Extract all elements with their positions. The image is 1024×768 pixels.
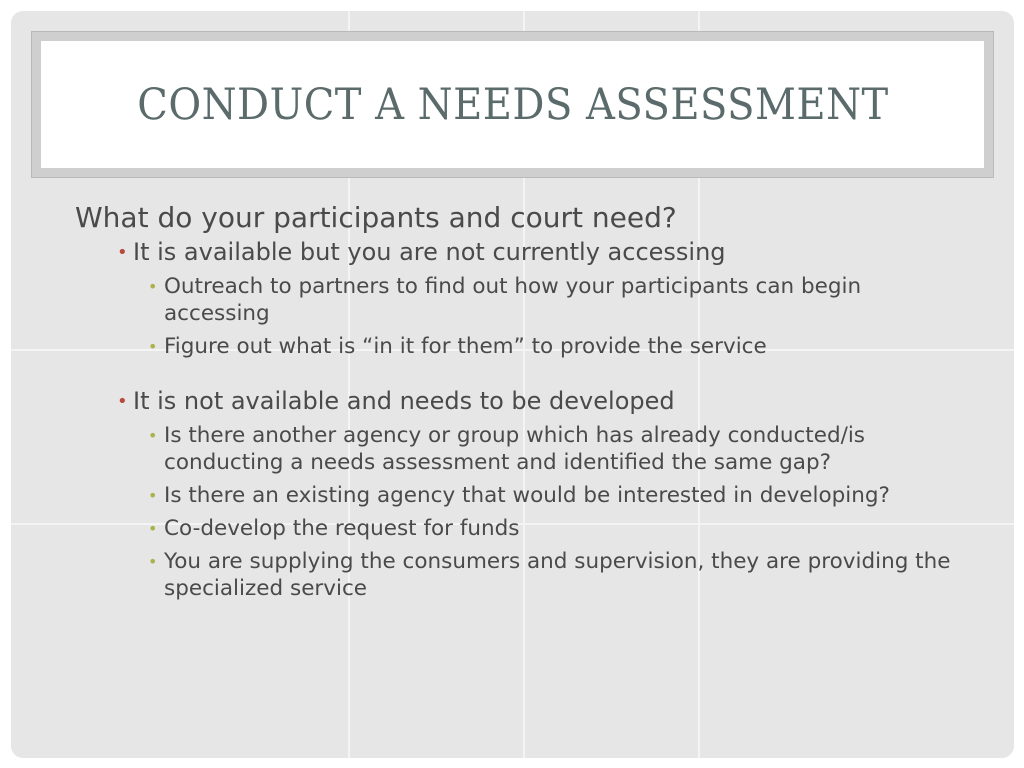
section-not-available	[75, 386, 955, 602]
section-heading: It is not available and needs to be developed	[133, 387, 675, 415]
title-frame	[31, 31, 994, 178]
bullet-dot-icon: •	[148, 426, 158, 445]
bullet-level3	[75, 333, 955, 360]
bullet-level3	[75, 482, 955, 509]
bullet-level3	[75, 548, 955, 602]
bullet-level3	[75, 422, 955, 476]
slide-title: CONDUCT A NEEDS ASSESSMENT	[136, 79, 889, 130]
list-item: Is there another agency or group which has already conducted/is conducting a needs assessment and identified the same gap?	[164, 423, 866, 475]
bullet-dot-icon: •	[117, 242, 128, 263]
main-question: What do your participants and court need?	[75, 201, 677, 234]
bullet-dot-icon: •	[148, 519, 158, 538]
bullet-dot-icon: •	[148, 486, 158, 505]
bullet-dot-icon: •	[148, 552, 158, 571]
bullet-dot-icon: •	[148, 277, 158, 296]
bullet-level3	[75, 273, 955, 327]
slide-body	[75, 201, 955, 602]
list-item: Figure out what is “in it for them” to provide the service	[164, 334, 767, 359]
bullet-dot-icon: •	[148, 337, 158, 356]
bullet-level2	[75, 386, 955, 416]
bullet-level3	[75, 515, 955, 542]
list-item: Is there an existing agency that would be interested in developing?	[164, 483, 890, 508]
slide	[11, 11, 1014, 758]
bullet-dot-icon: •	[117, 391, 128, 412]
section-heading: It is available but you are not currently accessing	[133, 238, 726, 266]
title-box	[41, 41, 984, 168]
list-item: Co-develop the request for funds	[164, 516, 520, 541]
bullet-level2	[75, 237, 955, 267]
list-item: You are supplying the consumers and supervision, they are providing the specialized service	[164, 549, 951, 601]
list-item: Outreach to partners to find out how your participants can begin accessing	[164, 274, 862, 326]
spacer	[75, 360, 955, 386]
section-available	[75, 237, 955, 360]
